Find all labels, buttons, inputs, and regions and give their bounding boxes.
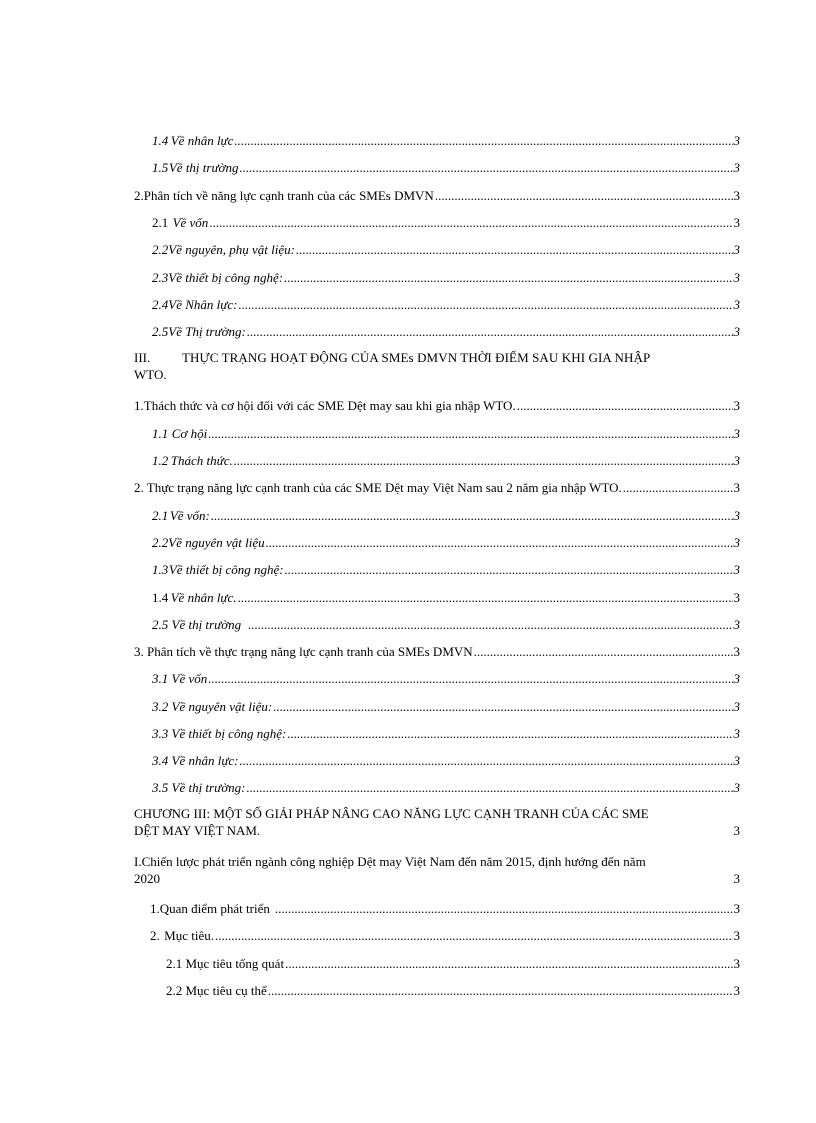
toc-entry[interactable] (134, 396, 740, 414)
toc-entry-page: 3 (733, 928, 740, 943)
toc-entry[interactable] (166, 981, 740, 999)
toc-entry-title: Phân tích về năng lực cạnh tranh của các SMEs DMVN (143, 188, 434, 203)
toc-leader-dots (240, 160, 733, 176)
toc-entry[interactable] (152, 295, 740, 313)
toc-entry-title: 1.Thách thức và cơ hội đối với các SME Dệt may sau khi gia nhập WTO. (134, 398, 516, 413)
toc-entry-title: 3.2 Về nguyên vật liệu: (152, 699, 273, 714)
toc-leader-dots (284, 270, 732, 286)
toc-entry[interactable] (134, 186, 740, 204)
toc-entry-page: 3 (733, 617, 740, 632)
toc-entry-page: 3 (733, 956, 740, 971)
toc-leader-dots (517, 398, 733, 414)
toc-leader-dots (275, 901, 733, 917)
toc-entry-title: THỰC TRẠNG HOẠT ĐỘNG CỦA SMEs DMVN THỜI ĐIỂM SAU KHI GIA NHẬP (182, 350, 651, 365)
toc-leader-dots (209, 215, 732, 231)
toc-entry-title: Mục tiêu. (164, 928, 214, 943)
toc-entry-number: 2.2 (152, 242, 169, 257)
toc-entry-page: 3 (733, 753, 740, 768)
toc-entry[interactable] (152, 669, 740, 687)
toc-entry-number: 1.5 (152, 160, 169, 175)
toc-entry-page: 3 (733, 453, 740, 468)
toc-entry[interactable] (152, 724, 740, 742)
toc-entry-title: Về nguyên, phụ vật liệu: (168, 242, 295, 257)
toc-entry-page: 3 (733, 270, 740, 285)
toc-entry-page: 3 (733, 726, 740, 741)
toc-entry[interactable] (134, 478, 740, 496)
toc-entry[interactable] (152, 615, 740, 633)
toc-entry-number: 2.1 (152, 215, 169, 230)
toc-leader-dots (238, 297, 732, 313)
toc-leader-dots (161, 870, 733, 887)
toc-entry-title: Về Nhân lực: (168, 297, 238, 312)
toc-entry[interactable] (152, 697, 740, 715)
toc-entry-title: Về nhân lực (170, 133, 234, 148)
toc-entry-title: 3.5 Về thị trường: (152, 780, 246, 795)
toc-entry-page: 3 (733, 535, 740, 550)
toc-entry[interactable] (152, 560, 740, 578)
toc-leader-dots (623, 480, 733, 496)
toc-chapter-heading[interactable] (134, 805, 740, 839)
toc-leader-dots (247, 324, 733, 340)
toc-entry-title: Về thị trường (168, 160, 239, 175)
toc-entry-title: 1.Quan điểm phát triển (150, 901, 270, 916)
toc-entry[interactable] (150, 899, 740, 917)
toc-entry-title: Về vốn (172, 215, 209, 230)
toc-entry-number: 2.5 (152, 324, 169, 339)
toc-leader-dots (273, 699, 732, 715)
toc-section-heading[interactable] (134, 349, 740, 383)
toc-entry-page: 3 (733, 871, 740, 886)
toc-entry-title: 3.4 Về nhân lực: (152, 753, 239, 768)
toc-entry-number: 1.4 (152, 133, 169, 148)
toc-entry-page: 3 (733, 242, 740, 257)
toc-leader-dots (208, 671, 732, 687)
toc-entry-number: 1.1 (152, 426, 169, 441)
toc-entry-page: 3 (733, 590, 740, 605)
toc-entry[interactable] (152, 751, 740, 769)
toc-entry[interactable] (152, 424, 740, 442)
toc-entry[interactable] (166, 954, 740, 972)
toc-leader-dots (234, 133, 732, 149)
toc-entry-page: 3 (733, 699, 740, 714)
toc-entry[interactable] (152, 240, 740, 258)
toc-leader-dots (474, 644, 733, 660)
toc-entry[interactable] (152, 778, 740, 796)
toc-entry-title: 3. Phân tích về thực trạng năng lực cạnh tranh của SMEs DMVN (134, 644, 473, 659)
toc-entry-page: 3 (733, 671, 740, 686)
toc-entry-page: 3 (733, 188, 740, 203)
toc-entry-page: 3 (733, 823, 740, 838)
toc-entry-title: Thách thức. (170, 453, 233, 468)
toc-entry-number: 2. (150, 928, 160, 943)
toc-entry[interactable] (152, 322, 740, 340)
toc-entry-page: 3 (733, 160, 740, 175)
toc-leader-dots (248, 617, 732, 633)
toc-entry[interactable] (152, 158, 740, 176)
toc-entry-title: 3.3 Về thiết bị công nghệ: (152, 726, 287, 741)
toc-entry-number: 1.4 (152, 590, 169, 605)
toc-entry[interactable] (152, 131, 740, 149)
toc-entry[interactable] (152, 533, 740, 551)
toc-entry[interactable] (152, 268, 740, 286)
toc-entry-title: 2. Thực trạng năng lực cạnh tranh của các SME Dệt may Việt Nam sau 2 năm gia nhập WTO. (134, 480, 622, 495)
toc-entry-title: Về vốn: (169, 508, 210, 523)
toc-entry-title: Về nguyên vật liệu (168, 535, 265, 550)
toc-leader-dots (240, 753, 733, 769)
toc-entry[interactable] (152, 451, 740, 469)
toc-leader-dots (211, 508, 733, 524)
toc-entry-title-continued: DỆT MAY VIỆT NAM. (134, 823, 261, 838)
toc-entry[interactable] (152, 506, 740, 524)
toc-entry-title: Về thiết bị công nghệ: (168, 270, 284, 285)
toc-entry-number: 2. (134, 188, 144, 203)
toc-leader-dots (435, 188, 733, 204)
toc-entry-page: 3 (733, 901, 740, 916)
toc-entry-page: 3 (733, 562, 740, 577)
toc-entry-page: 3 (733, 508, 740, 523)
toc-entry[interactable] (152, 213, 740, 231)
toc-entry-page: 3 (733, 480, 740, 495)
toc-entry-page: 3 (733, 426, 740, 441)
toc-entry[interactable] (134, 642, 740, 660)
toc-entry-page: 3 (733, 398, 740, 413)
toc-entry-number: 2.3 (152, 270, 169, 285)
toc-entry-number: 1.3 (152, 562, 169, 577)
toc-entry-number: III. (134, 350, 151, 365)
toc-entry-title: 2.5 Về thị trường (152, 617, 242, 632)
toc-leader-dots (215, 928, 733, 944)
toc-entry-page: 3 (733, 983, 740, 998)
toc-entry-page: 3 (733, 297, 740, 312)
toc-entry-title: 3.1 Về vốn (152, 671, 208, 686)
toc-entry-page: 3 (733, 133, 740, 148)
toc-entry-number: 2.2 (152, 535, 169, 550)
toc-leader-dots (268, 983, 733, 999)
toc-leader-dots (285, 562, 733, 578)
toc-entry-page: 3 (733, 644, 740, 659)
toc-entry-title: I.Chiến lược phát triển ngành công nghiệp Dệt may Việt Nam đến năm 2015, định hướng đến năm (134, 854, 646, 869)
toc-section-heading[interactable] (134, 853, 740, 887)
toc-entry-number: 1.2 (152, 453, 169, 468)
toc-entry[interactable] (152, 588, 740, 606)
toc-entry-title: Về thiết bị công nghệ: (168, 562, 284, 577)
toc-entry-title: Về Thị trường: (168, 324, 246, 339)
toc-entry-title: 2.2 Mục tiêu cụ thể (166, 983, 267, 998)
toc-leader-dots (296, 242, 733, 258)
toc-entry-title: 2.1 Mục tiêu tổng quát (166, 956, 285, 971)
toc-leader-dots (266, 535, 733, 551)
toc-entry-number: 2.4 (152, 297, 169, 312)
toc-leader-dots (285, 956, 732, 972)
toc-entry-title: Về nhân lực. (170, 590, 237, 605)
toc-leader-dots (208, 426, 732, 442)
toc-entry-page: 3 (733, 780, 740, 795)
toc-entry-title-continued: WTO. (134, 367, 167, 382)
toc-entry-title: CHƯƠNG III: MỘT SỐ GIẢI PHÁP NÂNG CAO NĂNG LỰC CẠNH TRANH CỦA CÁC SME (134, 806, 649, 821)
toc-leader-dots (246, 780, 732, 796)
toc-leader-dots (234, 453, 733, 469)
toc-entry-page: 3 (733, 215, 740, 230)
toc-leader-dots (287, 726, 732, 742)
toc-leader-dots (261, 822, 732, 839)
toc-entry-title: Cơ hội (171, 426, 208, 441)
toc-entry-title-continued: 2020 (134, 871, 160, 886)
toc-entry[interactable] (150, 926, 740, 944)
toc-entry-number: 2.1 (152, 508, 169, 523)
toc-leader-dots (238, 590, 733, 606)
toc-entry-page: 3 (733, 324, 740, 339)
